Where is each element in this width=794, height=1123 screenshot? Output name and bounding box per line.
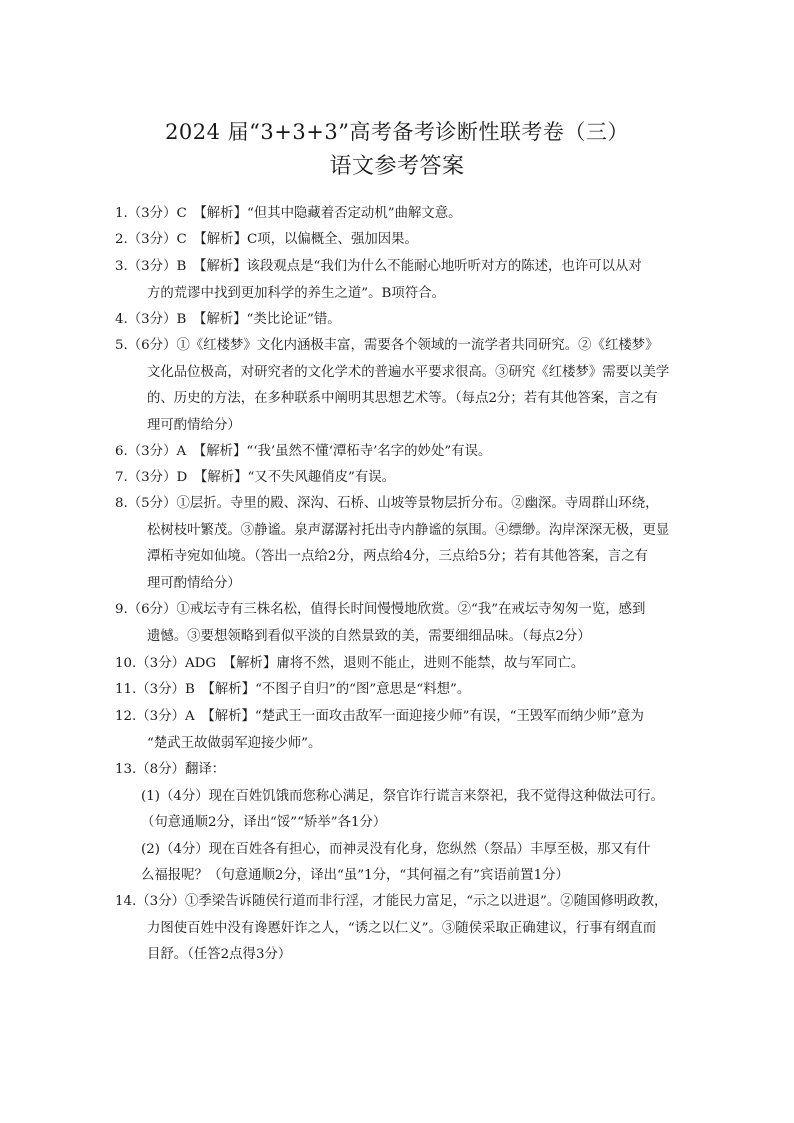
answer-item-1: [115, 201, 462, 228]
answer-line: 理可酌情给分）: [147, 575, 241, 591]
exam-subtitle: 语文参考答案: [329, 154, 465, 179]
answer-line: 松树枝叶繁茂。③静谧。泉声潺潺衬托出寺内静谧的氛围。④缥缈。沟岸深深无极，更显: [147, 522, 670, 538]
answer-line: 14.（3分）①季梁告诉随侯行道而非行淫，才能民力富足，“示之以进退”。②随国修明政教，: [115, 894, 668, 909]
answer-item-3: [115, 254, 642, 307]
answer-line: 10.（3分）ADG 【解析】庸将不然，退则不能止，进则不能禁，故与军同亡。: [115, 656, 585, 671]
answer-line: 7.（3分）D 【解析】“又不失风趣俏皮”有误。: [115, 470, 396, 485]
answer-line: 潭柘寺宛如仙境。（答出一点给2分，两点给4分，三点给5分；若有其他答案，言之有: [147, 549, 648, 564]
answer-line: 文化品位极高，对研究者的文化学术的普遍水平要求很高。③研究《红楼梦》需要以美学: [147, 364, 670, 380]
answer-item-8: [115, 491, 669, 597]
answer-line: 1.（3分）C 【解析】“但其中隐藏着否定动机”曲解文意。: [115, 206, 462, 221]
answer-item-13: [115, 757, 664, 890]
answer-line: 12.（3分）A 【解析】“楚武王一面攻击敌军一面迎接少师”有误，“王毁军而纳少师”意为: [115, 709, 644, 724]
answer-line: 理可酌情给分）: [147, 417, 241, 433]
answer-item-10: [115, 651, 584, 678]
answer-line: (2)（4分）现在百姓各有担心，而神灵没有化身，您纵然（祭品）丰厚至极，那又有什: [141, 841, 651, 857]
answer-item-6: [115, 439, 491, 466]
answer-item-9: [115, 597, 645, 650]
answer-line: 的、历史的方法，在多种联系中阐明其思想艺术等。（每点2分；若有其他答案，言之有: [147, 391, 658, 406]
answer-line: （句意通顺2分，译出“馁”“矫举”各1分）: [141, 815, 387, 830]
answer-item-2: [115, 227, 418, 254]
answer-line: 8.（5分）①层折。寺里的殿、深沟、石桥、山坡等景物层折分布。②幽深。寺周群山环绕，: [115, 496, 659, 511]
answer-item-12: [115, 704, 644, 757]
exam-title: 2024 届“3+3+3”高考备考诊断性联考卷（三）: [165, 120, 629, 144]
answer-line: 2.（3分）C 【解析】C项，以偏概全、强加因果。: [115, 232, 418, 247]
answer-line: 遗憾。③要想领略到看似平淡的自然景致的美，需要细细品味。（每点2分）: [147, 628, 591, 644]
answer-line: 5.（6分）①《红楼梦》文化内涵极丰富，需要各个领域的一流学者共同研究。②《红楼梦》: [115, 338, 659, 353]
answer-line: 4.（3分）B 【解析】“类比论证”错。: [115, 312, 341, 327]
answer-item-11: [115, 677, 470, 704]
answer-item-14: [115, 889, 667, 969]
answer-item-4: [115, 307, 341, 334]
answer-line: (1)（4分）现在百姓饥饿而您称心满足，祭官诈行谎言来祭祀，我不觉得这种做法可行。: [141, 788, 664, 804]
answer-line: 方的荒谬中找到更加科学的养生之道”。B项符合。: [147, 285, 445, 301]
answer-line: 9.（6分）①戒坛寺有三株名松，值得长时间慢慢地欣赏。②“我”在戒坛寺匆匆一览，感到: [115, 602, 646, 617]
answer-line: 6.（3分）A 【解析】“‘我’虽然不懂‘潭柘寺’名字的妙处”有误。: [115, 444, 492, 459]
answer-line: 3.（3分）B 【解析】该段观点是“我们为什么不能耐心地听听对方的陈述，也许可以从对: [115, 259, 642, 274]
answer-line: 力图使百姓中没有谗慝奸诈之人，“诱之以仁义”。③随侯采取正确建议，行事有纲直而: [147, 920, 657, 936]
answer-item-7: [115, 465, 395, 492]
answer-line: 13.（8分）翻译：: [115, 762, 226, 777]
answer-line: 目舒。（任答2点得3分）: [147, 947, 292, 962]
answer-line: “楚武王故做弱军迎接少师”。: [147, 735, 322, 751]
answer-item-5: [115, 333, 669, 439]
answer-line: 11.（3分）B 【解析】“不图子自归”的“图”意思是“料想”。: [115, 682, 471, 697]
answer-line: 么福报呢？（句意通顺2分，译出“虽”1分，“其何福之有”宾语前置1分）: [141, 868, 569, 883]
